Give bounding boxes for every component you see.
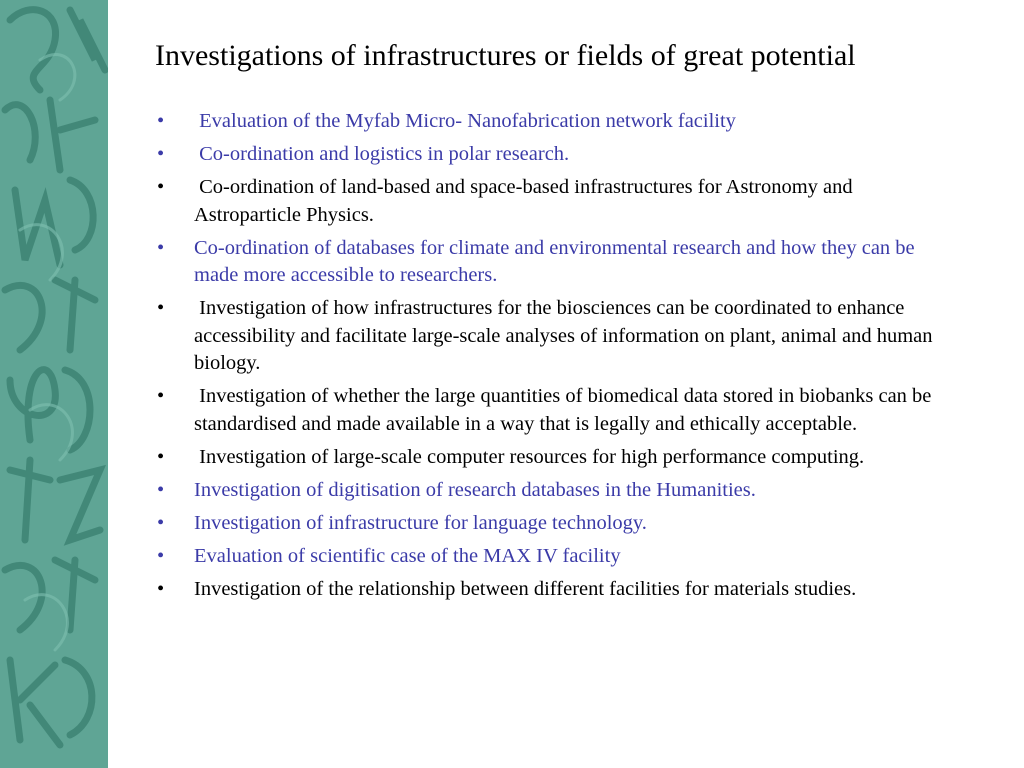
bullet-marker: • [157,544,165,567]
bullet-item [155,477,955,505]
bullet-marker: • [157,577,165,600]
bullet-item [155,444,955,472]
bullet-marker: • [157,511,165,534]
bullet-marker: • [157,297,165,319]
bullet-marker: • [157,385,165,407]
bullet-list [155,108,955,609]
bullet-item [155,295,955,378]
bullet-item [155,235,955,290]
bullet-item [155,576,955,604]
bullet-marker: • [157,236,165,259]
bullet-text: Investigation of digitisation of research databases in the Humanities. [194,478,756,501]
bullet-marker: • [157,176,165,198]
bullet-text: Investigation of large-scale computer resources for high performance computing. [194,445,865,468]
slide-title: Investigations of infrastructures or fields of great potential [155,39,856,72]
bullet-text: Investigation of infrastructure for language technology. [194,511,647,534]
calligraphy-pattern-icon [0,0,108,768]
bullet-marker: • [157,478,165,501]
bullet-text: Co-ordination and logistics in polar research. [194,143,570,165]
bullet-marker: • [157,445,165,468]
bullet-item [155,383,955,438]
bullet-item [155,108,955,136]
bullet-text: Co-ordination of land-based and space-based infrastructures for Astronomy and Astroparticle Physics. [194,176,857,226]
bullet-text: Co-ordination of databases for climate and environmental research and how they can be made more accessible to researchers. [194,236,920,286]
bullet-text: Investigation of whether the large quantities of biomedical data stored in biobanks can be standardised and made available in a way that is legally and ethically acceptable. [194,385,937,435]
bullet-item [155,543,955,571]
bullet-text: Evaluation of scientific case of the MAX IV facility [194,544,621,567]
bullet-item [155,141,955,169]
bullet-marker: • [157,143,165,165]
bullet-text: Evaluation of the Myfab Micro- Nanofabrication network facility [194,110,736,132]
bullet-item [155,510,955,538]
bullet-text: Investigation of how infrastructures for the biosciences can be coordinated to enhance accessibility and facilitate large-scale analyses of information on plant, animal and human biology. [194,297,938,374]
bullet-item [155,174,955,229]
bullet-marker: • [157,110,165,132]
decorative-side-banner [0,0,108,768]
bullet-text: Investigation of the relationship between different facilities for materials studies. [194,577,857,600]
